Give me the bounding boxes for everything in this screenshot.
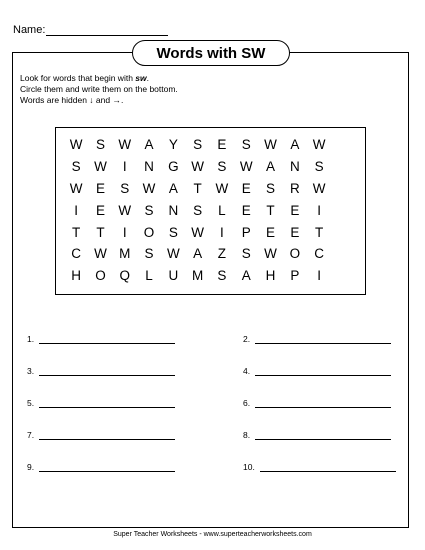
grid-letter[interactable]: A — [241, 268, 251, 284]
grid-row — [64, 265, 331, 287]
grid-letter[interactable]: A — [144, 137, 154, 153]
grid-letter[interactable]: N — [144, 159, 154, 175]
instruction-line-3: Words are hidden ↓ and →. — [20, 95, 124, 105]
grid-letter[interactable]: W — [264, 137, 277, 153]
instruction-line-2: Circle them and write them on the bottom. — [20, 84, 178, 94]
grid-letter[interactable]: L — [218, 202, 226, 218]
grid-letter[interactable]: P — [241, 224, 251, 240]
grid-letter[interactable]: N — [289, 159, 300, 175]
grid-letter[interactable]: Q — [119, 268, 130, 284]
grid-letter[interactable]: E — [217, 137, 227, 153]
grid-letter[interactable]: A — [168, 180, 178, 196]
grid-letter[interactable]: T — [72, 224, 81, 240]
grid-letter[interactable]: W — [142, 180, 156, 196]
grid-letter[interactable]: S — [144, 202, 154, 218]
grid-letter[interactable]: C — [314, 246, 324, 262]
grid-letter[interactable]: A — [193, 246, 203, 262]
footer: Super Teacher Worksheets - www.superteacherworksheets.com — [113, 531, 312, 538]
instruction-emphasis: sw — [135, 73, 147, 83]
answer-number: 7. — [27, 430, 35, 440]
grid-letter[interactable]: S — [217, 159, 227, 175]
grid-letter[interactable]: S — [266, 180, 276, 196]
answer-item — [27, 398, 175, 408]
grid-letter[interactable]: O — [289, 246, 301, 262]
grid-letter[interactable]: W — [94, 159, 107, 175]
answer-number: 1. — [27, 334, 35, 344]
answer-line[interactable] — [39, 334, 175, 344]
grid-letter[interactable]: R — [289, 180, 300, 196]
grid-letter[interactable]: W — [191, 224, 204, 240]
grid-letter[interactable]: W — [166, 246, 180, 262]
grid-letter[interactable]: S — [241, 137, 251, 153]
grid-letter[interactable]: E — [95, 180, 105, 196]
grid-letter[interactable]: I — [122, 224, 127, 240]
grid-letter[interactable]: S — [217, 268, 227, 284]
grid-letter[interactable]: W — [118, 137, 132, 153]
grid-letter[interactable]: C — [71, 246, 82, 262]
grid-letter[interactable]: A — [290, 137, 300, 153]
grid-letter[interactable]: E — [290, 224, 300, 240]
grid-letter[interactable]: G — [168, 159, 179, 175]
grid-letter[interactable]: S — [144, 246, 154, 262]
grid-row — [64, 221, 331, 243]
answer-item — [243, 430, 391, 440]
grid-letter[interactable]: T — [314, 224, 324, 240]
instruction-line-1 — [20, 73, 178, 84]
grid-row — [64, 156, 331, 178]
answer-item — [243, 462, 396, 472]
answer-line[interactable] — [260, 462, 396, 472]
grid-letter[interactable]: W — [312, 137, 326, 153]
grid-letter[interactable]: A — [266, 159, 276, 175]
grid-letter[interactable]: T — [96, 224, 105, 240]
grid-letter[interactable]: S — [120, 180, 130, 196]
grid-letter[interactable]: S — [168, 224, 178, 240]
grid-letter[interactable]: M — [119, 246, 131, 262]
grid-letter[interactable]: E — [241, 180, 251, 196]
grid-row — [64, 178, 331, 200]
grid-letter[interactable]: T — [193, 180, 202, 196]
grid-letter[interactable]: L — [145, 268, 153, 284]
grid-letter[interactable]: S — [314, 159, 324, 175]
grid-letter[interactable]: S — [95, 137, 105, 153]
name-field — [13, 24, 168, 36]
grid-letter[interactable]: E — [266, 224, 276, 240]
instruction-line-1-prefix: Look for words that begin with — [20, 73, 136, 83]
grid-letter[interactable]: S — [193, 137, 203, 153]
answer-item — [27, 334, 175, 344]
instruction-line-1-suffix: . — [146, 73, 150, 83]
grid-letter[interactable]: I — [74, 202, 79, 218]
answer-number: 4. — [243, 366, 251, 376]
answer-item — [243, 398, 391, 408]
grid-letter[interactable]: W — [312, 180, 326, 196]
answer-number: 9. — [27, 462, 35, 472]
worksheet-title — [132, 40, 290, 66]
name-label: Name: — [13, 24, 46, 36]
answer-line[interactable] — [39, 366, 175, 376]
grid-row — [64, 243, 331, 265]
grid-letter[interactable]: S — [193, 202, 203, 218]
grid-letter[interactable]: E — [241, 202, 251, 218]
word-search-grid — [64, 134, 331, 287]
grid-letter[interactable]: W — [239, 159, 253, 175]
grid-letter[interactable]: W — [264, 246, 277, 262]
grid-letter[interactable]: H — [71, 268, 82, 284]
grid-row — [64, 134, 331, 156]
answer-line[interactable] — [255, 430, 391, 440]
answer-number: 6. — [243, 398, 251, 408]
answer-line[interactable] — [255, 366, 391, 376]
answer-item — [27, 430, 175, 440]
answer-item — [243, 366, 391, 376]
grid-letter[interactable]: H — [265, 268, 276, 284]
grid-row — [64, 199, 331, 221]
grid-letter[interactable]: E — [95, 202, 105, 218]
answer-line[interactable] — [255, 398, 391, 408]
grid-letter[interactable]: W — [69, 137, 83, 153]
grid-letter[interactable]: W — [191, 159, 204, 175]
answer-item — [27, 462, 175, 472]
answer-number: 8. — [243, 430, 251, 440]
grid-letter[interactable]: E — [290, 202, 300, 218]
grid-letter[interactable]: M — [192, 268, 204, 284]
grid-letter[interactable]: I — [122, 159, 127, 175]
answer-number: 2. — [243, 334, 251, 344]
answer-line[interactable] — [39, 398, 175, 408]
answer-line[interactable] — [255, 334, 391, 344]
answer-item — [243, 334, 391, 344]
word-search-box — [55, 127, 366, 295]
grid-letter[interactable]: W — [69, 180, 83, 196]
answer-number: 5. — [27, 398, 35, 408]
grid-letter[interactable]: I — [317, 202, 321, 218]
grid-letter[interactable]: U — [168, 268, 179, 284]
answer-number: 10. — [243, 462, 255, 472]
grid-letter[interactable]: I — [317, 268, 321, 284]
grid-letter[interactable]: O — [143, 224, 155, 240]
grid-letter[interactable]: I — [220, 224, 224, 240]
title-text: Words with SW — [156, 44, 266, 62]
grid-letter[interactable]: N — [168, 202, 179, 218]
grid-letter[interactable]: T — [266, 202, 275, 218]
answer-number: 3. — [27, 366, 35, 376]
grid-letter[interactable]: S — [241, 246, 251, 262]
grid-letter[interactable]: W — [94, 246, 107, 262]
answer-line[interactable] — [39, 430, 175, 440]
grid-letter[interactable]: Y — [168, 137, 178, 153]
grid-letter[interactable]: S — [71, 159, 81, 175]
grid-letter[interactable]: W — [215, 180, 229, 196]
grid-letter[interactable]: O — [95, 268, 106, 284]
name-line[interactable] — [46, 24, 168, 36]
answer-line[interactable] — [39, 462, 175, 472]
answer-item — [27, 366, 175, 376]
instructions — [20, 73, 178, 106]
grid-letter[interactable]: W — [118, 202, 132, 218]
grid-letter[interactable]: P — [290, 268, 300, 284]
grid-letter[interactable]: Z — [217, 246, 227, 262]
